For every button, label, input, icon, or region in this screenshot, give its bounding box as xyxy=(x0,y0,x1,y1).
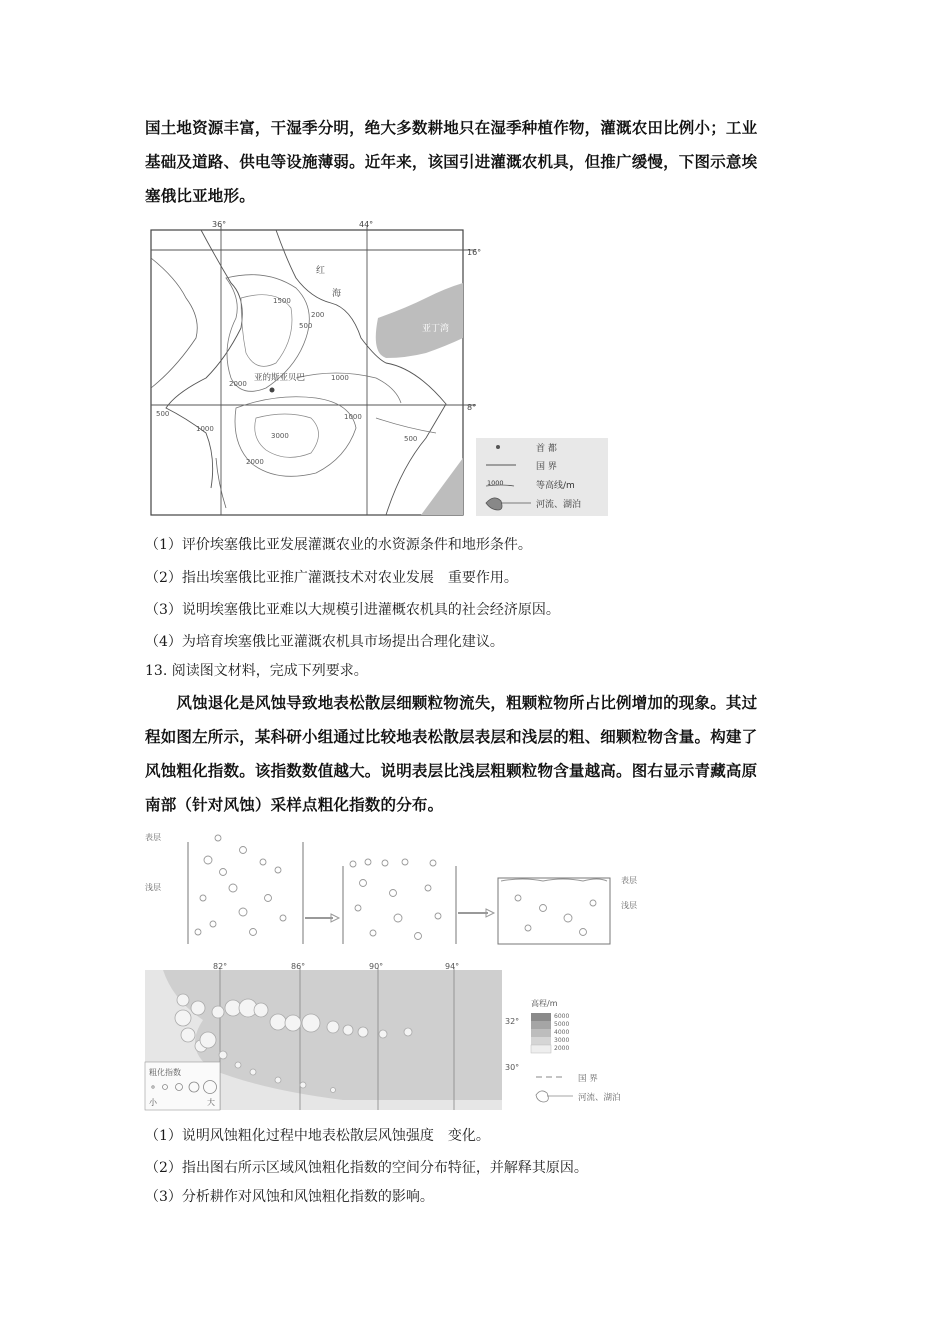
svg-text:94°: 94° xyxy=(445,962,460,971)
q12-question-1: （1）评价埃塞俄比亚发展灌溉农业的水资源条件和地形条件。 xyxy=(145,537,532,553)
capital-dot-icon xyxy=(496,445,500,449)
svg-text:1500: 1500 xyxy=(273,297,291,305)
svg-text:32°: 32° xyxy=(505,1017,520,1026)
svg-text:30°: 30° xyxy=(505,1063,520,1072)
q12-question-2: （2）指出埃塞俄比亚推广灌溉技术对农业发展 重要作用。 xyxy=(145,570,518,586)
svg-text:16°: 16° xyxy=(467,248,482,257)
svg-text:44°: 44° xyxy=(359,220,374,229)
svg-text:国 界: 国 界 xyxy=(536,462,557,472)
svg-text:大: 大 xyxy=(207,1098,215,1107)
q13-question-1: （1）说明风蚀粗化过程中地表松散层风蚀强度 变化。 xyxy=(145,1128,490,1144)
svg-text:500: 500 xyxy=(404,435,418,443)
svg-text:2000: 2000 xyxy=(246,458,264,466)
elevation-scale xyxy=(531,1013,551,1053)
svg-text:500: 500 xyxy=(299,322,313,330)
q12-intro-paragraph xyxy=(145,111,810,213)
svg-text:河流、湖泊: 河流、湖泊 xyxy=(578,1093,621,1103)
q13-header: 13. 阅读图文材料，完成下列要求。 xyxy=(145,663,368,679)
wind-erosion-process-figure xyxy=(143,828,653,948)
svg-text:河流、湖泊: 河流、湖泊 xyxy=(536,500,582,510)
svg-text:浅层: 浅层 xyxy=(145,883,161,892)
svg-text:1000: 1000 xyxy=(196,425,214,433)
q13-intro-paragraph xyxy=(145,686,810,822)
svg-text:90°: 90° xyxy=(369,962,384,971)
svg-text:500: 500 xyxy=(156,410,170,418)
svg-text:红: 红 xyxy=(316,266,326,276)
map-legend xyxy=(476,438,608,516)
svg-text:2000: 2000 xyxy=(554,1045,570,1052)
q12-question-4: （4）为培育埃塞俄比亚灌溉农机具市场提出合理化建议。 xyxy=(145,634,504,650)
svg-text:等高线/m: 等高线/m xyxy=(536,481,575,491)
text-line: 南部（针对风蚀）采样点粗化指数的分布。 xyxy=(145,796,444,814)
capital-marker xyxy=(270,388,275,393)
svg-text:浅层: 浅层 xyxy=(621,901,637,910)
svg-text:粗化指数: 粗化指数 xyxy=(149,1068,181,1077)
text-line: 风蚀退化是风蚀导致地表松散层细颗粒物流失，粗颗粒物所占比例增加的现象。其过 xyxy=(145,694,758,712)
svg-text:表层: 表层 xyxy=(145,833,161,842)
svg-text:6000: 6000 xyxy=(554,1013,570,1020)
svg-text:200: 200 xyxy=(311,311,325,319)
svg-text:2000: 2000 xyxy=(229,380,247,388)
text-line: 塞俄比亚地形。 xyxy=(145,187,255,205)
q13-question-2: （2）指出图右所示区域风蚀粗化指数的空间分布特征，并解释其原因。 xyxy=(145,1160,588,1176)
svg-text:1000: 1000 xyxy=(344,413,362,421)
svg-text:国 界: 国 界 xyxy=(578,1074,598,1084)
svg-text:5000: 5000 xyxy=(554,1021,570,1028)
svg-text:3000: 3000 xyxy=(271,432,289,440)
text-line: 国土地资源丰富，干湿季分明，绝大多数耕地只在湿季种植作物，灌溉农田比例小；工业 xyxy=(145,119,758,137)
ethiopia-terrain-map xyxy=(146,218,611,518)
svg-text:86°: 86° xyxy=(291,962,306,971)
svg-text:1000: 1000 xyxy=(487,479,504,487)
svg-text:亚的斯亚贝巴: 亚的斯亚贝巴 xyxy=(254,373,306,383)
svg-text:首 都: 首 都 xyxy=(536,444,557,454)
svg-text:8°: 8° xyxy=(467,403,477,412)
river-lake-icon xyxy=(536,1091,573,1102)
text-line: 程如图左所示，某科研小组通过比较地表松散层表层和浅层的粗、细颗粒物含量。构建了 xyxy=(145,728,758,746)
q13-question-3: （3）分析耕作对风蚀和风蚀粗化指数的影响。 xyxy=(145,1189,434,1205)
plateau-index-map xyxy=(143,960,663,1112)
text-line: 风蚀粗化指数。该指数数值越大。说明表层比浅层粗颗粒物含量越高。图右显示青藏高原 xyxy=(145,762,758,780)
svg-text:1000: 1000 xyxy=(331,374,349,382)
q12-question-3: （3）说明埃塞俄比亚难以大规模引进灌概农机具的社会经济原因。 xyxy=(145,602,560,618)
svg-text:海: 海 xyxy=(332,289,342,299)
svg-text:3000: 3000 xyxy=(554,1037,570,1044)
svg-text:小: 小 xyxy=(149,1098,157,1107)
svg-text:高程/m: 高程/m xyxy=(531,999,558,1008)
svg-text:亚丁湾: 亚丁湾 xyxy=(422,324,450,334)
text-line: 基础及道路、供电等设施薄弱。近年来，该国引进灌溉农机具，但推广缓慢，下图示意埃 xyxy=(145,153,758,171)
svg-text:4000: 4000 xyxy=(554,1029,570,1036)
svg-text:表层: 表层 xyxy=(621,876,637,885)
svg-text:36°: 36° xyxy=(212,220,227,229)
svg-text:82°: 82° xyxy=(213,962,228,971)
